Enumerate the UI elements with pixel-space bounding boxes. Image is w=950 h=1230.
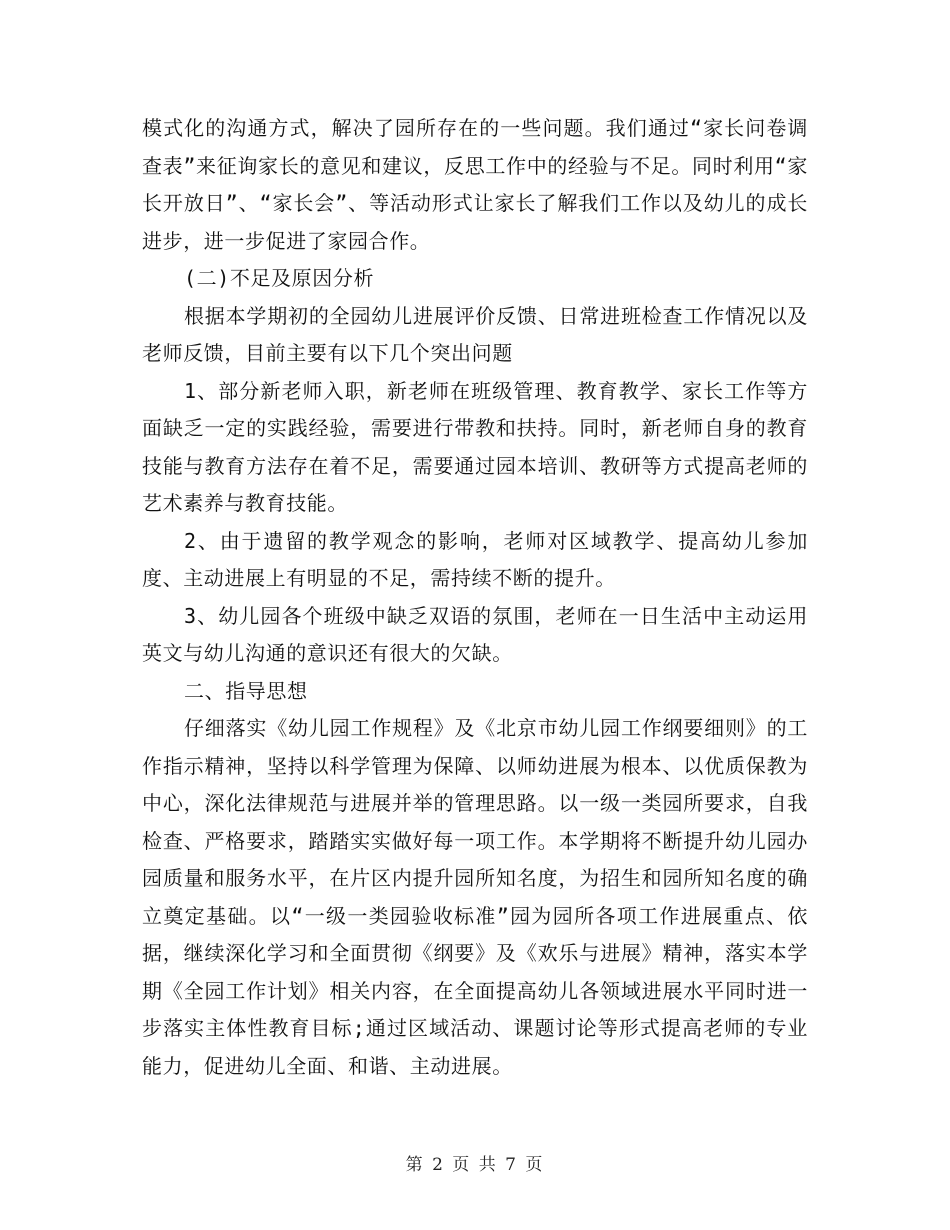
document-body <box>142 110 808 1085</box>
paragraph-5: 2、由于遗留的教学观念的影响，老师对区域教学、提高幼儿参加度、主动进展上有明显的不足，需持续不断的提升。 <box>142 528 808 590</box>
paragraph-4: 1、部分新老师入职，新老师在班级管理、教育教学、家长工作等方面缺乏一定的实践经验，需要进行带教和扶持。同时，新老师自身的教育技能与教育方法存在着不足，需要通过园本培训、教研等方式提高老师的艺术素养与教育技能。 <box>142 378 808 515</box>
page-number-footer: 第 2 页 共 7 页 <box>405 1155 545 1175</box>
paragraph-6: 3、幼儿园各个班级中缺乏双语的氛围，老师在一日生活中主动运用英文与幼儿沟通的意识还有很大的欠缺。 <box>142 603 808 665</box>
paragraph-3: 根据本学期初的全园幼儿进展评价反馈、日常进班检查工作情况以及老师反馈，目前主要有以下几个突出问题 <box>142 303 808 365</box>
paragraph-1: 模式化的沟通方式，解决了园所存在的一些问题。我们通过“家长问卷调查表”来征询家长的意见和建议，反思工作中的经验与不足。同时利用“家长开放日”、“家长会”、等活动形式让家长了解我们工作以及幼儿的成长进步，进一步促进了家园合作。 <box>142 116 808 253</box>
section-heading-shortcomings: (二)不足及原因分析 <box>184 266 375 290</box>
paragraph-8: 仔细落实《幼儿园工作规程》及《北京市幼儿园工作纲要细则》的工作指示精神，坚持以科学管理为保障、以师幼进展为根本、以优质保教为中心，深化法律规范与进展并举的管理思路。以一级一类园所要求，自我检查、严格要求，踏踏实实做好每一项工作。本学期将不断提升幼儿园办园质量和服务水平，在片区内提升园所知名度，为招生和园所知名度的确立奠定基础。以“一级一类园验收标准”园为园所各项工作进展重点、依据，继续深化学习和全面贯彻《纲要》及《欢乐与进展》精神，落实本学期《全园工作计划》相关内容，在全面提高幼儿各领域进展水平同时进一步落实主体性教育目标;通过区域活动、课题讨论等形式提高老师的专业能力，促进幼儿全面、和谐、主动进展。 <box>142 716 808 1078</box>
section-heading-guiding-ideology: 二、指导思想 <box>184 678 308 703</box>
